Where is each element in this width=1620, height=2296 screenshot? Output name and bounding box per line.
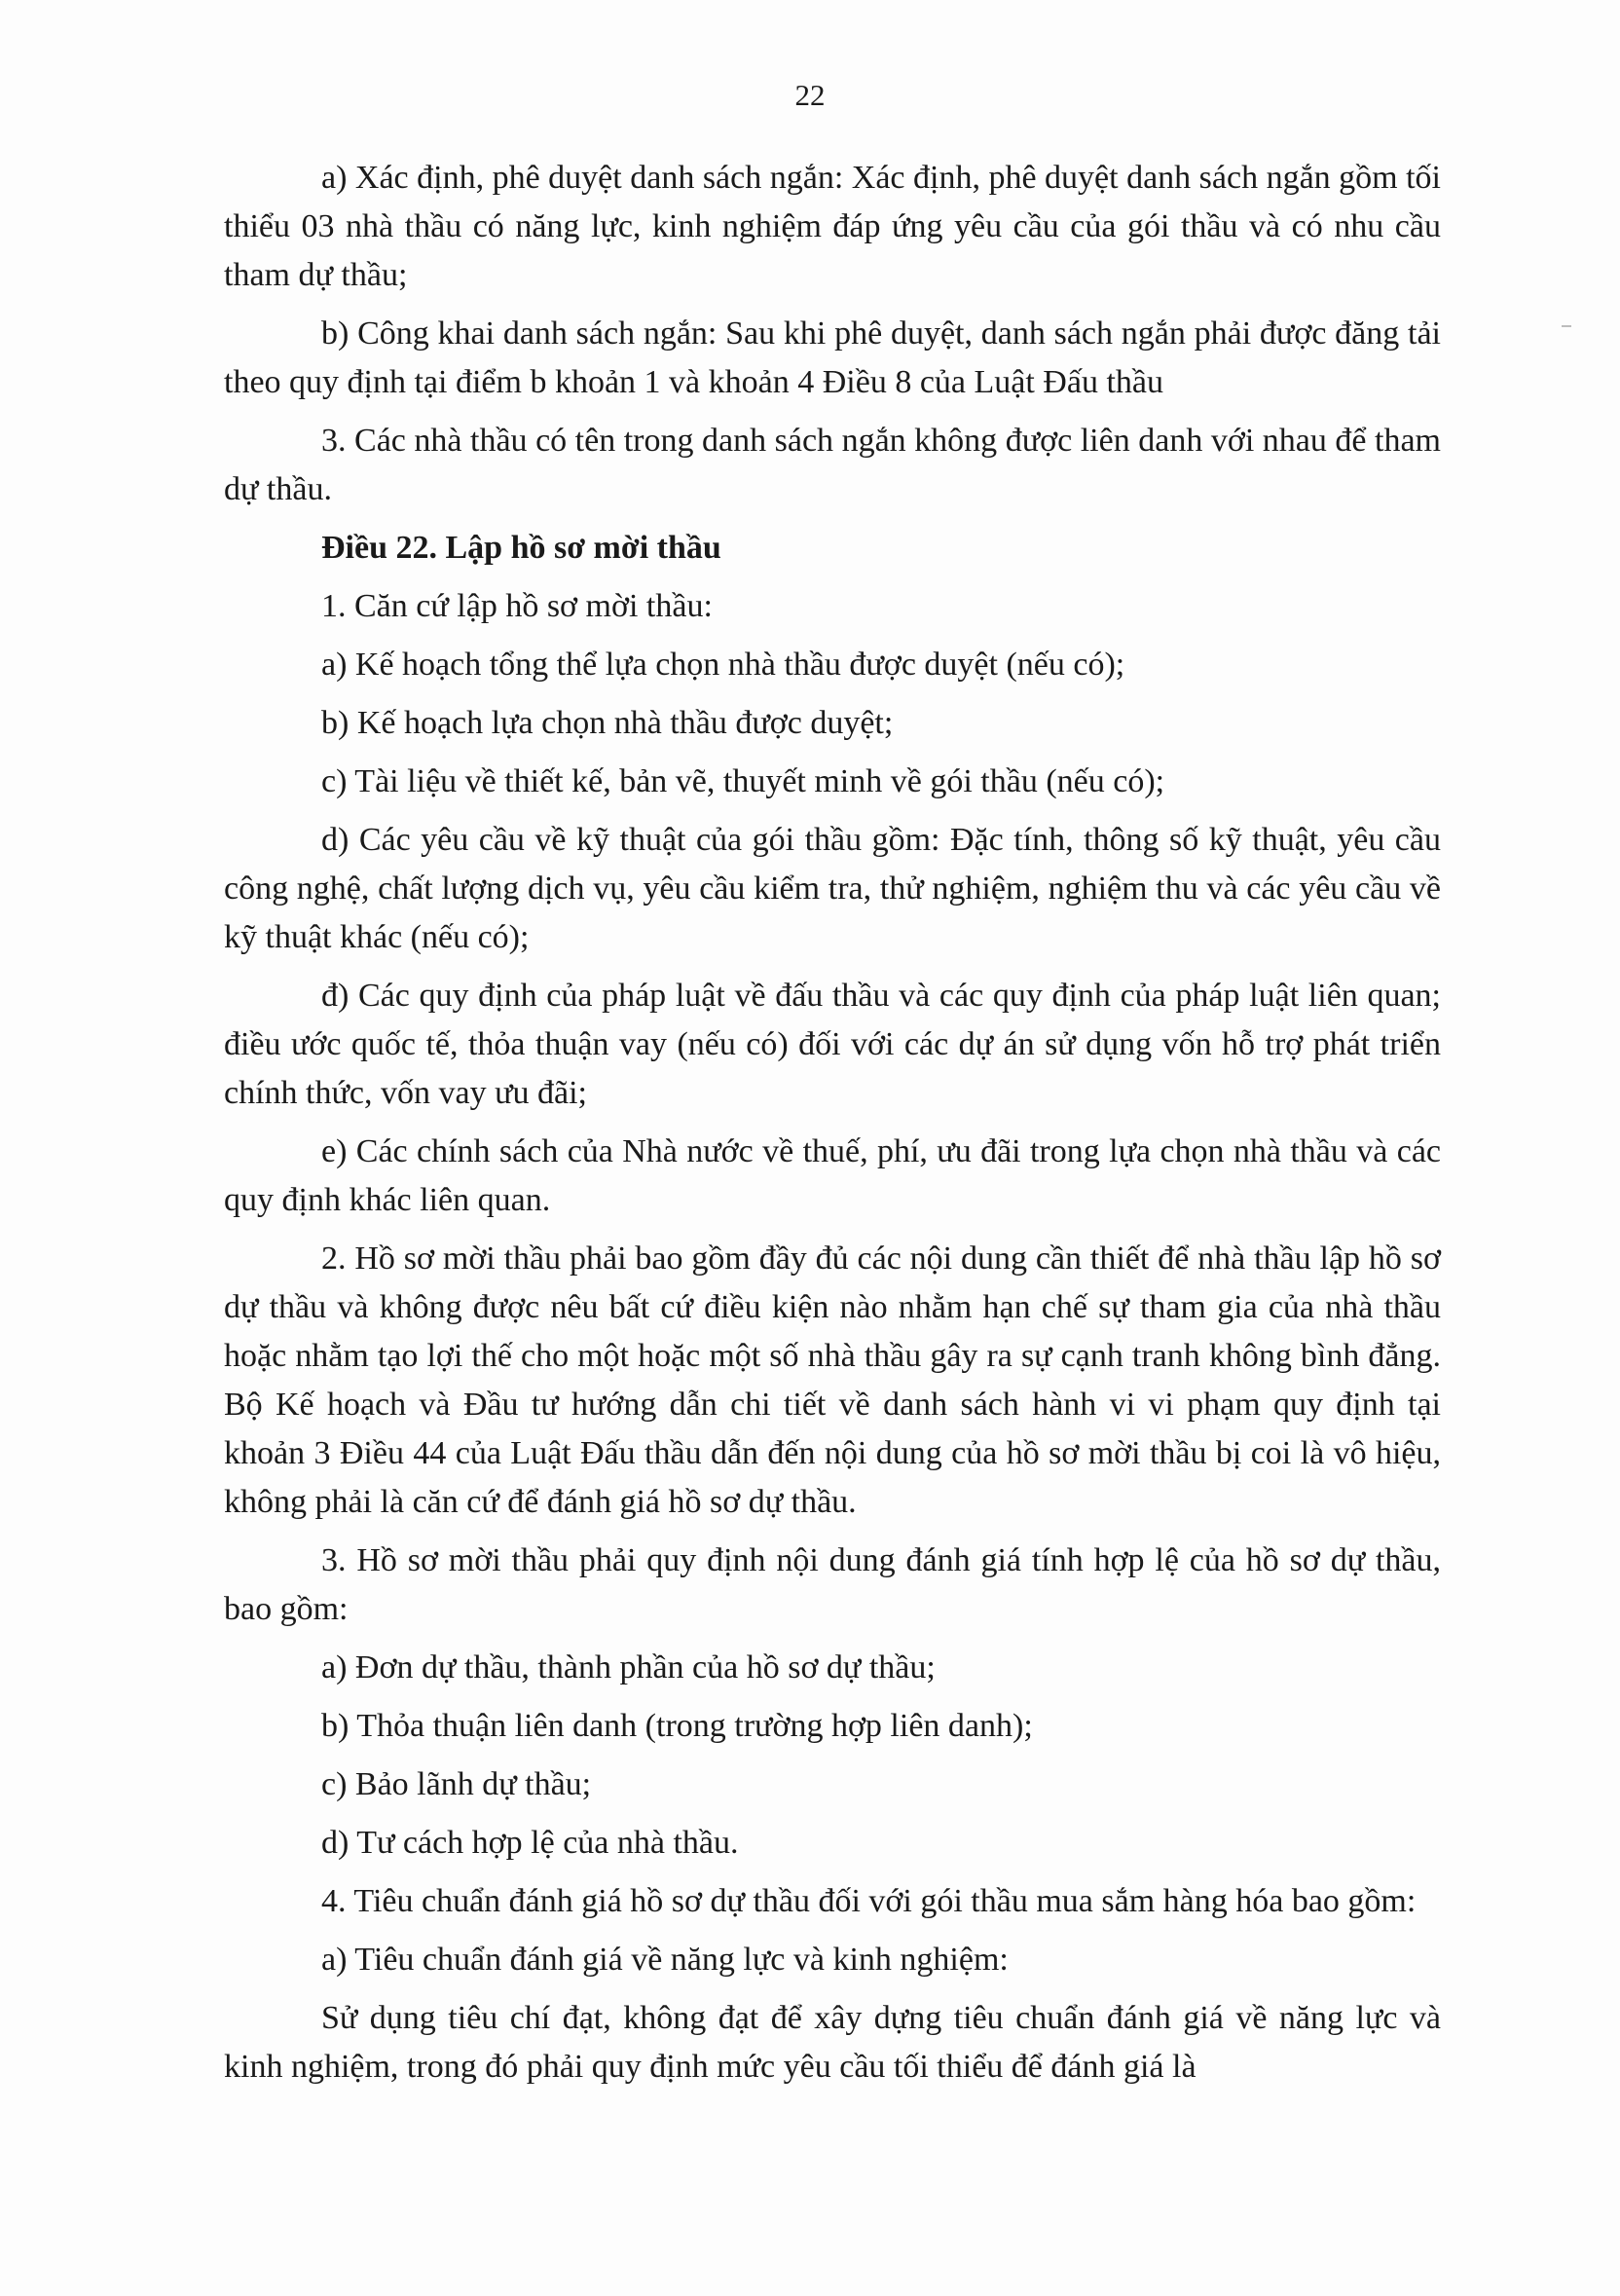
list-item: d) Các yêu cầu về kỹ thuật của gói thầu gồm: Đặc tính, thông số kỹ thuật, yêu cầu công nghệ, chất lượng dịch vụ, yêu cầu kiểm tra, thử nghiệm, nghiệm thu và các yêu cầu về kỹ thuật khác (nếu có); xyxy=(224,822,1441,955)
list-item: d) Tư cách hợp lệ của nhà thầu. xyxy=(321,1825,739,1861)
list-item: c) Tài liệu về thiết kế, bản vẽ, thuyết minh về gói thầu (nếu có); xyxy=(321,763,1165,799)
document-body xyxy=(224,154,1441,2101)
paragraph-basis: 1. Căn cứ lập hồ sơ mời thầu: xyxy=(321,588,713,624)
paragraph-pass-fail-criteria: Sử dụng tiêu chí đạt, không đạt để xây dựng tiêu chuẩn đánh giá về năng lực và kinh nghiệm, trong đó phải quy định mức yêu cầu tối thiểu để đánh giá là xyxy=(224,2000,1441,2085)
list-item: c) Bảo lãnh dự thầu; xyxy=(321,1766,592,1802)
list-item: a) Kế hoạch tổng thể lựa chọn nhà thầu được duyệt (nếu có); xyxy=(321,647,1125,683)
list-item: b) Thỏa thuận liên danh (trong trường hợp liên danh); xyxy=(321,1708,1033,1744)
paragraph-shortlist-approval: a) Xác định, phê duyệt danh sách ngắn: Xác định, phê duyệt danh sách ngắn gồm tối thiểu 03 nhà thầu có năng lực, kinh nghiệm đáp ứng yêu cầu của gói thầu và có nhu cầu tham dự thầu; xyxy=(224,160,1442,293)
paragraph-shortlist-publication: b) Công khai danh sách ngắn: Sau khi phê duyệt, danh sách ngắn phải được đăng tải theo quy định tại điểm b khoản 1 và khoản 4 Điều 8 của Luật Đấu thầu xyxy=(224,315,1441,400)
list-item: e) Các chính sách của Nhà nước về thuế, phí, ưu đãi trong lựa chọn nhà thầu và các quy định khác liên quan. xyxy=(224,1133,1441,1218)
list-item: đ) Các quy định của pháp luật về đấu thầu và các quy định của pháp luật liên quan; điều ước quốc tế, thỏa thuận vay (nếu có) đối với các dự án sử dụng vốn hỗ trợ phát triển chính thức, vốn vay ưu đãi; xyxy=(224,978,1441,1111)
paragraph-shortlist-joint-venture: 3. Các nhà thầu có tên trong danh sách ngắn không được liên danh với nhau để tham dự thầu. xyxy=(224,423,1441,507)
list-item: a) Đơn dự thầu, thành phần của hồ sơ dự thầu; xyxy=(321,1649,936,1685)
scan-mark xyxy=(1562,325,1571,327)
list-item: b) Kế hoạch lựa chọn nhà thầu được duyệt; xyxy=(321,705,894,741)
article-heading: Điều 22. Lập hồ sơ mời thầu xyxy=(321,530,721,566)
list-item: a) Tiêu chuẩn đánh giá về năng lực và kinh nghiệm: xyxy=(321,1942,1009,1978)
paragraph-content-requirements: 2. Hồ sơ mời thầu phải bao gồm đầy đủ các nội dung cần thiết để nhà thầu lập hồ sơ dự thầu và không được nêu bất cứ điều kiện nào nhằm hạn chế sự tham gia của nhà thầu hoặc nhằm tạo lợi thế cho một hoặc một số nhà thầu gây ra sự cạnh tranh không bình đẳng. Bộ Kế hoạch và Đầu tư hướng dẫn chi tiết về danh sách hành vi vi phạm quy định tại khoản 3 Điều 44 của Luật Đấu thầu dẫn đến nội dung của hồ sơ mời thầu bị coi là vô hiệu, không phải là căn cứ để đánh giá hồ sơ dự thầu. xyxy=(224,1241,1441,1520)
paragraph-validity-evaluation: 3. Hồ sơ mời thầu phải quy định nội dung đánh giá tính hợp lệ của hồ sơ dự thầu, bao gồm: xyxy=(224,1542,1441,1627)
page-number: 22 xyxy=(794,78,826,112)
paragraph-evaluation-criteria: 4. Tiêu chuẩn đánh giá hồ sơ dự thầu đối với gói thầu mua sắm hàng hóa bao gồm: xyxy=(321,1883,1417,1919)
